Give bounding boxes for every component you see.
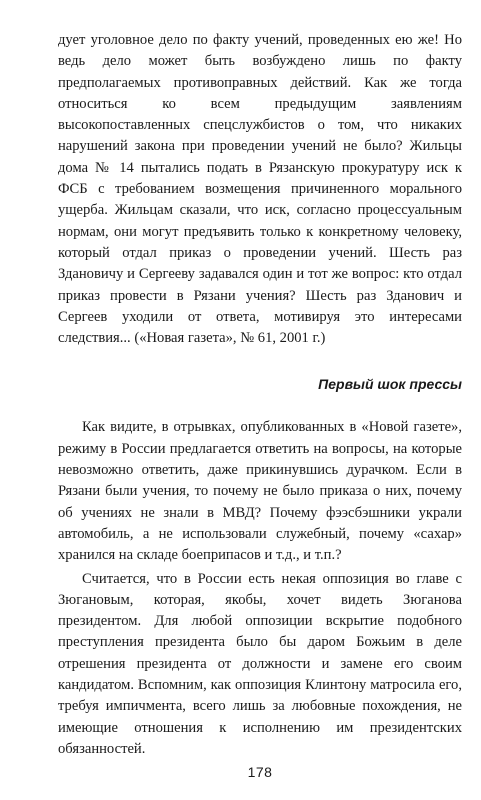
book-page (58, 30, 462, 800)
paragraph-1: Как видите, в отрывках, опубликованных в «Новой газете», режиму в России предлагается ответить на вопросы, на которые невозможно ответить, даже прикинувшись дурачком. Если в Рязани были учения, то почему не было приказа о них, почему об учениях не знали в МВД? Почему фээсбэшники украли автомобиль, а не использовали служебный, почему «сахар» хранился на складе боеприпасов и т.д., и т.п.? (58, 419, 462, 564)
page-number: 178 (247, 764, 273, 780)
paragraph-2: Считается, что в России есть некая оппозиция во главе с Зюгановым, которая, якобы, хочет видеть Зюганова президентом. Для любой оппозиции вскрытие подобного преступления президента было бы даром Божьим в деле отрешения президента от должности и замене его своим кандидатом. Вспомним, как оппозиция Клинтону матросила его, требуя импичмента, всего лишь за любовные похождения, не имеющие отношения к исполнению им президентских обязанностей. (58, 570, 462, 757)
section-heading: Первый шок прессы (318, 376, 462, 393)
paragraph-continuation: дует уголовное дело по факту учений, проведенных ею же! Но ведь дело может быть возбуждено лишь по факту предполагаемых противоправных действий. Как же тогда относиться ко всем предыдущим заявлениям высокопоставленных спецслужбистов о том, что никаких нарушений закона при проведении учений не было? Жильцы дома № 14 пытались подать в Рязанскую прокуратуру иск к ФСБ с требованием возмещения причиненного морального ущерба. Жильцам сказали, что иск, согласно процессуальным нормам, они могут предъявить только к конкретному человеку, который отдал приказ о проведении учений. Шесть раз Здановичу и Сергееву задавался один и тот же вопрос: кто отдал приказ провести в Рязани учения? Шесть раз Зданович и Сергеев уходили от ответа, мотивируя это интересами следствия... («Новая газета», № 61, 2001 г.) (58, 32, 462, 347)
